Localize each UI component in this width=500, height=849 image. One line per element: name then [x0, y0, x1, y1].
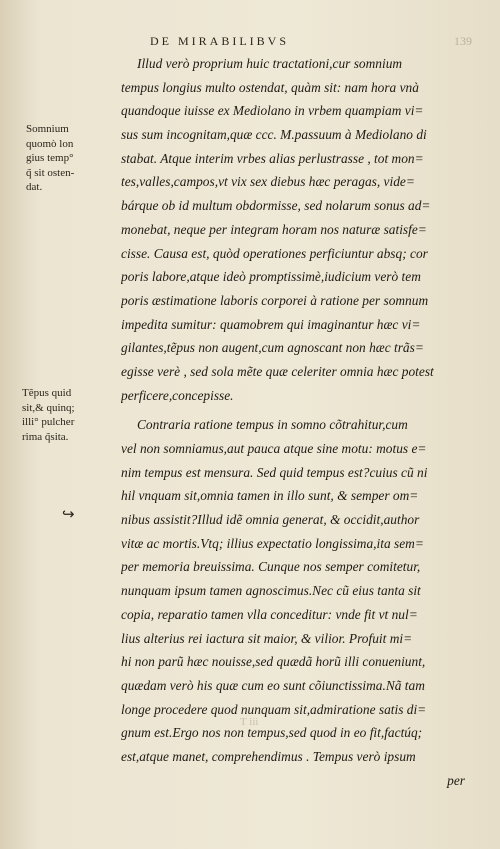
text-line: sus sum incognitam,quæ ccc. M.passuum à Mediolano di [121, 127, 427, 143]
text-line: per memoria breuissima. Cunque nos semper comitetur, [121, 559, 421, 575]
text-line: longe procedere quod nunquam sit,admiratione satis di= [121, 701, 427, 717]
text-line: Illud verò proprium huic tractationi,cur somnium [137, 56, 403, 71]
text-line: gnum est.Ergo nos non tempus,sed quod in eo fit,factúq; [121, 725, 423, 741]
text-line: monebat, neque per integram horam nos naturæ satisfe= [121, 221, 427, 237]
text-line: cisse. Causa est, quòd operationes perficiuntur absq; cor [121, 245, 428, 261]
margin-note-line: Tẽpus quid [22, 387, 72, 399]
text-line: Contraria ratione tempus in somno cõtrahitur,cum [137, 417, 408, 433]
margin-note-line: dat. [26, 181, 43, 193]
margin-note-line: q̃ sit osten- [26, 166, 75, 179]
margin-note-tempus [22, 386, 116, 444]
text-line: quædam verò his quæ cum eo sunt cõiunctissima.Nã tam [121, 677, 425, 693]
margin-note-line: illi° pulcher [22, 416, 75, 428]
body-text [121, 52, 465, 792]
text-line: impedita sumitur: quamobrem qui imaginantur hæc vi= [121, 316, 421, 332]
text-line: bárque ob id multum obdormisse, sed nolarum sonus ad= [121, 198, 431, 214]
bleed-through-folio: 139 [454, 34, 472, 48]
text-line: est,atque manet, comprehendimus . Tempus verò ipsum [121, 748, 416, 764]
bleed-through-signature: T iii [240, 716, 259, 728]
text-line: tes,valles,campos,vt vix sex diebus hæc peragas, vide= [121, 174, 415, 190]
text-line: hil vnquam sit,omnia tamen in illo sunt, & semper om= [121, 488, 419, 504]
text-line: vel non somniamus,aut pauca atque sine motu: motus e= [121, 441, 427, 456]
margin-note-line: gius temp° [26, 152, 74, 164]
text-line: lius alterius rei iactura sit maior, & vilior. Profuit mi= [121, 630, 413, 646]
text-line: stabat. Atque interim vrbes alias perlustrasse , tot mon= [121, 150, 424, 166]
text-line: vitæ ac mortis.Vtq; illius expectatio longissima,ita sem= [121, 535, 424, 551]
text-line: nunquam ipsum tamen agnoscimus.Nec cũ eius tanta sit [121, 583, 421, 599]
text-line: nim tempus est mensura. Sed quid tempus est?cuius cũ ni [121, 464, 428, 480]
text-line: gilantes,tẽpus non augent,cum agnoscant non hæc trãs= [121, 340, 424, 356]
margin-note-somnium [26, 122, 120, 195]
text-line: nibus assistit?Illud idẽ omnia generat, & occidit,author [121, 512, 420, 528]
text-line: copia, reparatio tamen vlla conceditur: vnde fit vt nul= [121, 606, 418, 622]
ink-flourish-mark: ↪ [62, 507, 75, 523]
text-line: tempus longius multo ostendat, quàm sit: nam hora vnà [121, 79, 419, 95]
margin-note-line: sit,& quinq; [22, 401, 75, 414]
margin-note-line: Somnium [26, 123, 69, 135]
text-line: hi non parũ hæc nouisse,sed quædã horũ illi conueniunt, [121, 654, 426, 670]
text-line: perficere,concepisse. [121, 387, 234, 403]
running-header: DE MIRABILIBVS [150, 34, 290, 48]
catchword: per [447, 772, 465, 788]
text-line: poris labore,atque ideò promptissimè,iudicium verò tem [121, 269, 421, 285]
text-line: quandoque iuisse ex Mediolano in vrbem quampiam vi= [121, 103, 424, 119]
text-line: egisse verè , sed sola mẽte quæ celeriter omnia hæc potest [121, 363, 434, 379]
margin-note-line: rima q̃sita. [22, 430, 69, 443]
margin-note-line: quomò lon [26, 137, 74, 150]
text-line: poris æstimatione laboris corporei à ratione per somnum [121, 292, 429, 308]
